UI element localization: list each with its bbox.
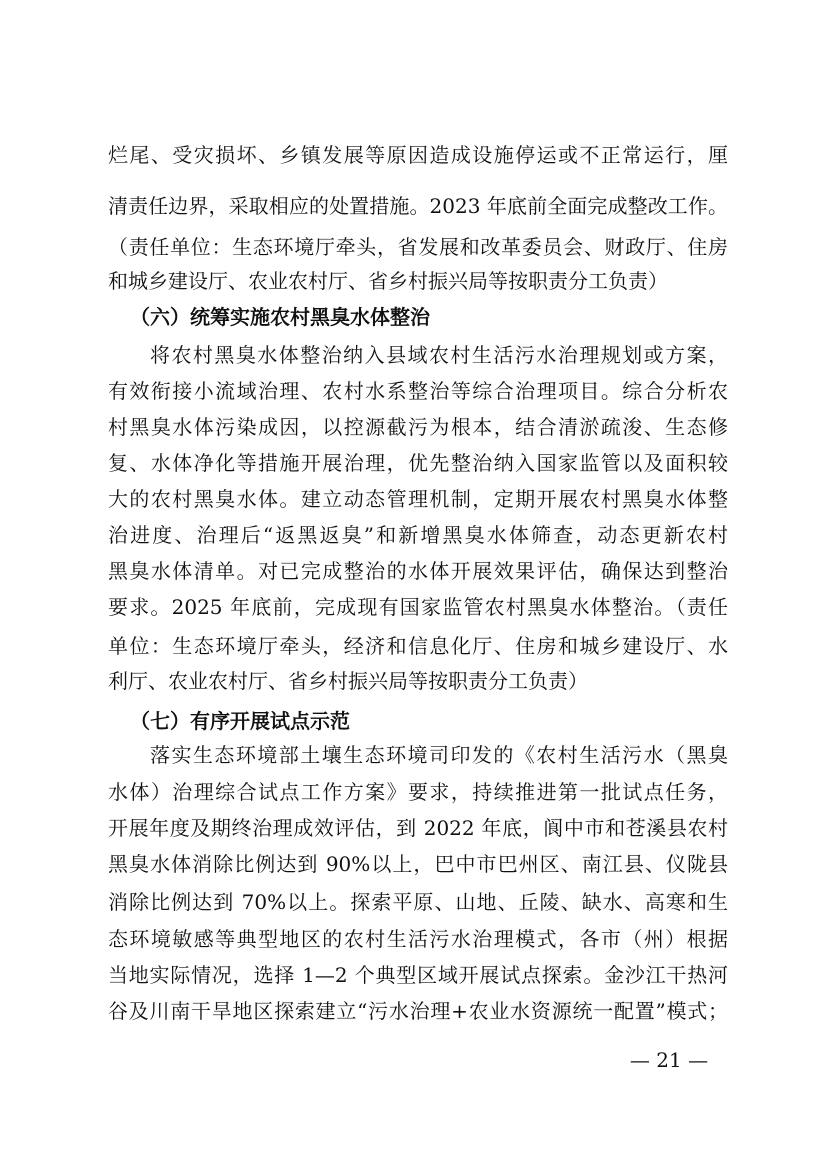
text-line: 当地实际情况，选择 1—2 个典型区域开展试点探索。金沙江干热河	[108, 963, 728, 987]
text-line: 和城乡建设厅、农业农村厅、省乡村振兴局等按职责分工负责）	[108, 269, 668, 293]
text-line: 水体）治理综合试点工作方案》要求，持续推进第一批试点任务，	[108, 780, 728, 804]
text-line: 开展年度及期终治理成效评估，到 2022 年底，阆中市和苍溪县农村	[108, 816, 728, 840]
text-line: 黑臭水体清单。对已完成整治的水体开展效果评估，确保达到整治	[108, 559, 728, 583]
text-line: 态环境敏感等典型地区的农村生活污水治理模式，各市（州）根据	[108, 927, 728, 951]
text-line: 村黑臭水体污染成因，以控源截污为根本，结合清淤疏浚、生态修	[108, 415, 728, 439]
text-line: 烂尾、受灾损坏、乡镇发展等原因造成设施停运或不正常运行，厘	[108, 143, 728, 167]
text-line: 清责任边界，采取相应的处置措施。2023 年底前全面完成整改工作。	[108, 194, 728, 218]
text-line: 谷及川南干旱地区探索建立“污水治理+农业水资源统一配置”模式；	[108, 999, 728, 1023]
text-line: 利厅、农业农村厅、省乡村振兴局等按职责分工负责）	[108, 669, 588, 693]
section-heading-7: （七）有序开展试点示范	[130, 709, 350, 733]
text-line: 要求。2025 年底前，完成现有国家监管农村黑臭水体整治。（责任	[108, 595, 728, 619]
text-line: 消除比例达到 70%以上。探索平原、山地、丘陵、缺水、高寒和生	[108, 890, 728, 914]
text-line: 黑臭水体消除比例达到 90%以上，巴中市巴州区、南江县、仪陇县	[108, 852, 728, 876]
text-line: 单位：生态环境厅牵头，经济和信息化厅、住房和城乡建设厅、水	[108, 634, 728, 658]
text-line: 复、水体净化等措施开展治理，优先整治纳入国家监管以及面积较	[108, 451, 728, 475]
text-line: 大的农村黑臭水体。建立动态管理机制，定期开展农村黑臭水体整	[108, 487, 728, 511]
text-line: 落实生态环境部土壤生态环境司印发的《农村生活污水（黑臭	[150, 743, 728, 767]
text-line: 将农村黑臭水体整治纳入县域农村生活污水治理规划或方案，	[150, 343, 728, 367]
text-line: 治进度、治理后“返黑返臭”和新增黑臭水体筛查，动态更新农村	[108, 523, 728, 547]
page-number: — 21 —	[629, 1048, 709, 1072]
section-heading-6: （六）统筹实施农村黑臭水体整治	[130, 305, 430, 329]
text-line: （责任单位：生态环境厅牵头，省发展和改革委员会、财政厅、住房	[108, 235, 728, 259]
text-line: 有效衔接小流域治理、农村水系整治等综合治理项目。综合分析农	[108, 379, 728, 403]
